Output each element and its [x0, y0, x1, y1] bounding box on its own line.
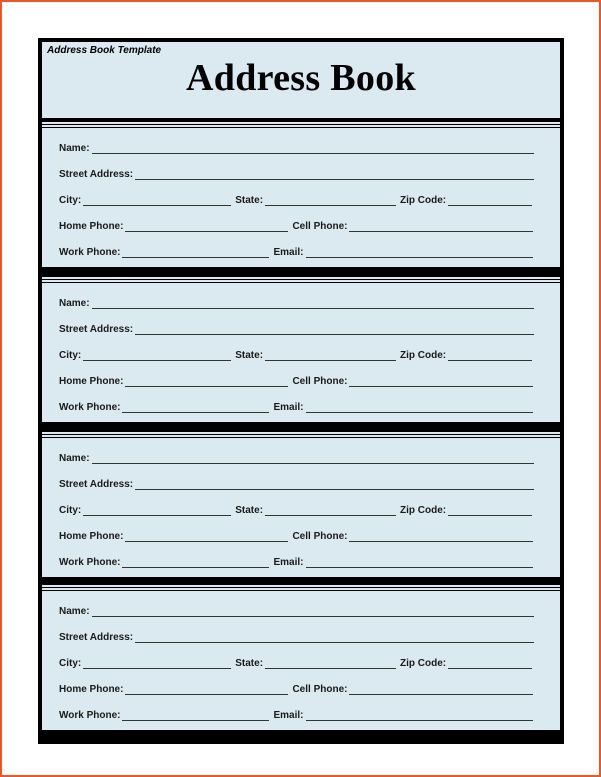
cell-phone-label: Cell Phone:	[292, 531, 348, 542]
cell-phone-field[interactable]	[349, 375, 533, 387]
work-phone-label: Work Phone:	[59, 402, 121, 413]
name-field[interactable]	[92, 605, 534, 617]
work-phone-field[interactable]	[122, 709, 269, 721]
home-phone-field[interactable]	[125, 375, 288, 387]
state-label: State:	[235, 350, 264, 361]
city-field[interactable]	[83, 349, 231, 361]
home-phone-label: Home Phone:	[59, 531, 124, 542]
name-row	[59, 293, 538, 309]
city-field[interactable]	[83, 504, 231, 516]
phone-row	[59, 526, 537, 542]
city-label: City:	[59, 658, 82, 669]
city-field[interactable]	[83, 657, 231, 669]
cell-phone-field[interactable]	[349, 220, 533, 232]
name-label: Name:	[59, 298, 90, 309]
phone-row	[59, 679, 537, 695]
zip-code-label: Zip Code:	[400, 658, 447, 669]
home-phone-field[interactable]	[125, 530, 288, 542]
state-label: State:	[235, 658, 264, 669]
email-field[interactable]	[306, 401, 533, 413]
cell-phone-field[interactable]	[349, 683, 533, 695]
email-label: Email:	[273, 557, 304, 568]
phone-row	[59, 216, 537, 232]
street-address-label: Street Address:	[59, 169, 134, 180]
street-address-field[interactable]	[135, 478, 534, 490]
street-address-label: Street Address:	[59, 324, 134, 335]
street-address-field[interactable]	[135, 168, 534, 180]
address-entry	[42, 432, 560, 577]
email-field[interactable]	[306, 246, 533, 258]
name-row	[59, 448, 538, 464]
cell-phone-label: Cell Phone:	[292, 221, 348, 232]
city-row	[59, 500, 536, 516]
street-address-field[interactable]	[135, 631, 534, 643]
zip-code-field[interactable]	[448, 349, 532, 361]
city-label: City:	[59, 505, 82, 516]
state-field[interactable]	[265, 504, 396, 516]
entry-divider	[42, 434, 560, 438]
home-phone-label: Home Phone:	[59, 684, 124, 695]
work-row	[59, 242, 537, 258]
entry-divider	[42, 587, 560, 591]
email-label: Email:	[273, 710, 304, 721]
street-row	[59, 164, 538, 180]
name-field[interactable]	[92, 452, 534, 464]
entry-divider	[42, 279, 560, 283]
state-label: State:	[235, 195, 264, 206]
email-field[interactable]	[306, 709, 533, 721]
name-row	[59, 138, 538, 154]
zip-code-label: Zip Code:	[400, 195, 447, 206]
work-phone-field[interactable]	[122, 401, 269, 413]
email-field[interactable]	[306, 556, 533, 568]
state-field[interactable]	[265, 194, 396, 206]
city-field[interactable]	[83, 194, 231, 206]
address-entry	[42, 122, 560, 267]
work-phone-label: Work Phone:	[59, 247, 121, 258]
address-entry	[42, 277, 560, 422]
street-row	[59, 474, 538, 490]
phone-row	[59, 371, 537, 387]
city-label: City:	[59, 350, 82, 361]
form-header	[42, 42, 560, 118]
state-field[interactable]	[265, 349, 396, 361]
email-label: Email:	[273, 402, 304, 413]
name-row	[59, 601, 538, 617]
work-row	[59, 552, 537, 568]
work-row	[59, 705, 537, 721]
template-label: Address Book Template	[47, 45, 162, 56]
entry-divider	[42, 124, 560, 128]
zip-code-field[interactable]	[448, 504, 532, 516]
name-label: Name:	[59, 143, 90, 154]
zip-code-field[interactable]	[448, 657, 532, 669]
state-label: State:	[235, 505, 264, 516]
work-phone-field[interactable]	[122, 246, 269, 258]
zip-code-field[interactable]	[448, 194, 532, 206]
work-phone-field[interactable]	[122, 556, 269, 568]
name-field[interactable]	[92, 142, 534, 154]
zip-code-label: Zip Code:	[400, 350, 447, 361]
home-phone-label: Home Phone:	[59, 221, 124, 232]
email-label: Email:	[273, 247, 304, 258]
cell-phone-label: Cell Phone:	[292, 376, 348, 387]
cell-phone-field[interactable]	[349, 530, 533, 542]
city-row	[59, 190, 536, 206]
state-field[interactable]	[265, 657, 396, 669]
home-phone-label: Home Phone:	[59, 376, 124, 387]
city-label: City:	[59, 195, 82, 206]
zip-code-label: Zip Code:	[400, 505, 447, 516]
work-phone-label: Work Phone:	[59, 710, 121, 721]
name-field[interactable]	[92, 297, 534, 309]
work-row	[59, 397, 537, 413]
cell-phone-label: Cell Phone:	[292, 684, 348, 695]
street-row	[59, 319, 538, 335]
street-address-field[interactable]	[135, 323, 534, 335]
address-book-form	[38, 38, 564, 744]
address-entry	[42, 585, 560, 730]
street-address-label: Street Address:	[59, 632, 134, 643]
home-phone-field[interactable]	[125, 220, 288, 232]
street-address-label: Street Address:	[59, 479, 134, 490]
city-row	[59, 653, 536, 669]
city-row	[59, 345, 536, 361]
name-label: Name:	[59, 606, 90, 617]
work-phone-label: Work Phone:	[59, 557, 121, 568]
page-title: Address Book	[186, 57, 416, 99]
name-label: Name:	[59, 453, 90, 464]
home-phone-field[interactable]	[125, 683, 288, 695]
street-row	[59, 627, 538, 643]
